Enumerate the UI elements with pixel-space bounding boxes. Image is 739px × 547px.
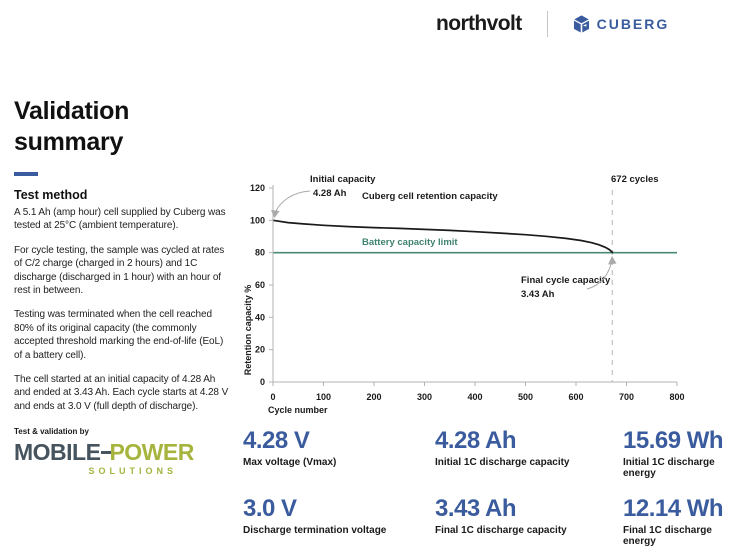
y-tick-label: 0 — [259, 377, 265, 387]
battery-limit-label: Battery capacity limit — [362, 237, 458, 248]
stat-label: Final 1C discharge energy — [623, 525, 712, 547]
x-tick-label: 0 — [270, 392, 276, 402]
page-title: Validation summary — [14, 97, 130, 156]
x-tick-label: 400 — [467, 392, 483, 402]
y-axis-title: Retention capacity % — [243, 284, 253, 376]
chart-axes — [273, 185, 677, 382]
stat-value: 3.43 Ah — [435, 495, 516, 523]
stat-final-capacity — [435, 496, 623, 547]
eol-cycles-label: 672 cycles — [611, 174, 659, 185]
mobile-power-solutions-logo — [14, 439, 194, 477]
final-capacity-value: 3.43 Ah — [521, 289, 555, 300]
mps-solutions-text: SOLUTIONS — [88, 466, 177, 477]
stat-value: 15.69 Wh — [623, 427, 724, 454]
test-method-paragraph: The cell started at an initial capacity of 4.28 Ah and ended at 3.43 Ah. Each cycle starts at 4.28 V and ends at 3.0 V (full depth of discharge). — [14, 373, 229, 412]
x-tick-label: 300 — [416, 392, 433, 402]
x-tick-label: 200 — [366, 392, 382, 402]
stat-max-voltage — [243, 428, 435, 479]
retention-capacity-chart — [240, 160, 739, 425]
stat-label: Initial 1C discharge capacity — [435, 457, 570, 469]
x-tick-label: 800 — [669, 392, 685, 402]
y-tick-label: 40 — [254, 312, 265, 323]
x-axis-title: Cycle number — [268, 405, 328, 415]
stat-value: 4.28 V — [243, 427, 310, 454]
stat-final-energy — [623, 496, 735, 547]
test-method-paragraph: Testing was terminated when the cell reached 80% of its original capacity (the commonly accepted threshold marking the end-of-life (EoL) of a battery cell). — [14, 309, 224, 361]
final-capacity-label: Final cycle capacity — [521, 275, 611, 286]
stat-value: 3.0 V — [243, 495, 297, 523]
x-tick-label: 100 — [315, 392, 332, 402]
stat-value: 12.14 Wh — [623, 495, 724, 523]
retention-series-label: Cuberg cell retention capacity — [362, 191, 498, 202]
initial-capacity-arrow — [276, 191, 311, 212]
mps-power-text: POWER — [109, 439, 194, 466]
accent-dash — [14, 172, 38, 176]
left-column — [14, 96, 232, 476]
test-method-paragraph: For cycle testing, the sample was cycled at rates of C/2 charge (charged in 2 hours) and 1C discharge (discharged in 1 hour) with an hour of rest in between. — [14, 244, 225, 296]
x-tick-label: 500 — [517, 392, 534, 402]
header — [436, 10, 669, 38]
stat-label: Final 1C discharge capacity — [435, 525, 567, 537]
test-method-heading: Test method — [14, 188, 88, 202]
chart-plot-layer — [250, 183, 685, 402]
x-tick-label: 700 — [618, 392, 635, 402]
y-tick-label: 20 — [254, 344, 265, 355]
initial-capacity-arrowhead — [271, 210, 280, 218]
final-capacity-arrowhead — [608, 256, 617, 265]
stat-label: Discharge termination voltage — [243, 525, 387, 537]
y-tick-label: 100 — [249, 215, 265, 226]
y-tick-label: 60 — [254, 280, 265, 290]
stat-value: 4.28 Ah — [435, 427, 516, 454]
stat-termination-voltage — [243, 496, 435, 547]
header-divider — [547, 11, 548, 37]
initial-capacity-label: Initial capacity — [310, 174, 376, 185]
test-method-paragraph: A 5.1 Ah (amp hour) cell supplied by Cuberg was tested at 25°C (ambient temperature). — [14, 207, 226, 232]
cuberg-wordmark: CUBERG — [596, 16, 670, 32]
stat-label: Initial 1C discharge energy — [623, 457, 715, 480]
x-tick-label: 600 — [568, 392, 584, 402]
key-stats-grid — [243, 428, 735, 547]
validation-by-label: Test & validation by — [14, 427, 89, 437]
y-tick-label: 120 — [249, 183, 265, 193]
cuberg-logo — [573, 15, 670, 33]
cuberg-cube-icon — [573, 15, 590, 33]
northvolt-logo: northvolt — [436, 12, 522, 35]
y-tick-label: 80 — [254, 247, 265, 258]
stat-initial-capacity — [435, 428, 623, 479]
initial-capacity-value: 4.28 Ah — [313, 188, 347, 199]
mps-mobile-text: MOBILE — [14, 439, 101, 466]
stat-label: Max voltage (Vmax) — [243, 457, 337, 469]
stat-initial-energy — [623, 428, 735, 479]
